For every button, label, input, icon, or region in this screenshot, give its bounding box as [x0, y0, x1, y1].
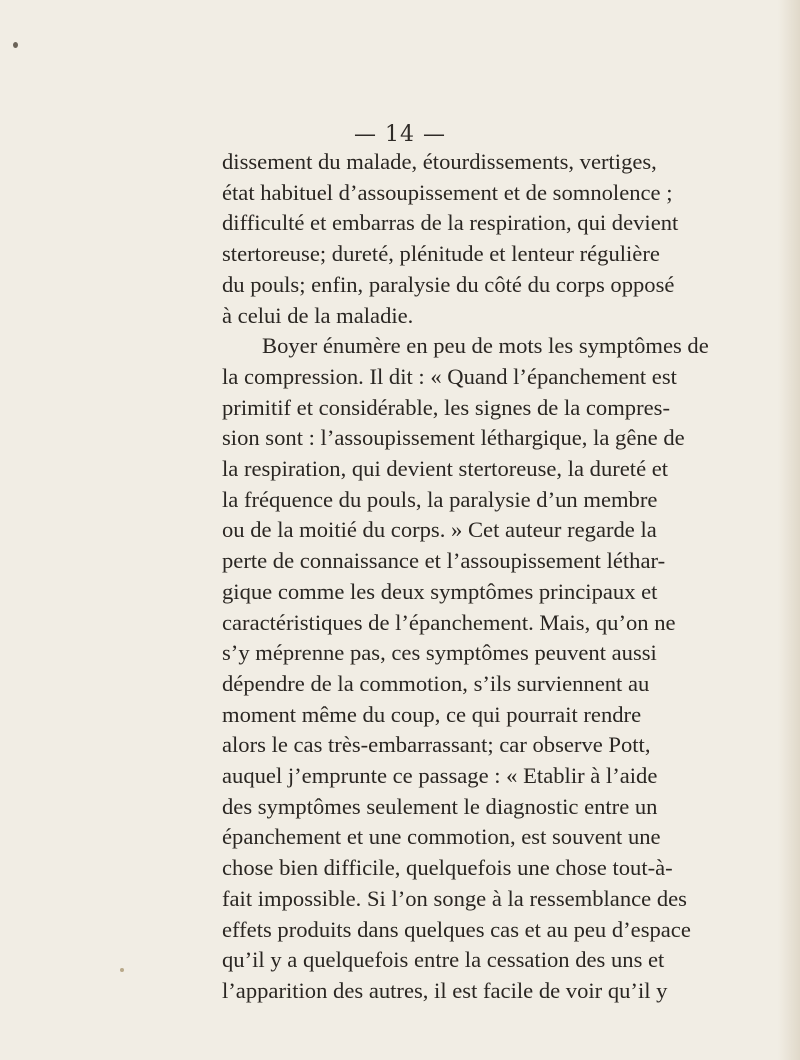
text-line: du pouls; enfin, paralysie du côté du corps opposé — [222, 271, 675, 297]
text-line: gique comme les deux symptômes principaux et — [222, 578, 658, 604]
text-line: fait impossible. Si l’on songe à la ressemblance des — [222, 885, 687, 911]
text-line: primitif et considérable, les signes de la compres- — [222, 394, 670, 420]
text-line: stertoreuse; dureté, plénitude et lenteur régulière — [222, 241, 660, 267]
text-line: la respiration, qui devient stertoreuse, la dureté et — [222, 456, 669, 482]
text-line: difficulté et embarras de la respiration, qui devient — [222, 210, 679, 236]
text-line: qu’il y a quelquefois entre la cessation des uns et — [222, 947, 665, 973]
text-line: ou de la moitié du corps. » Cet auteur regarde la — [222, 517, 657, 543]
text-line: moment même du coup, ce qui pourrait rendre — [222, 701, 642, 727]
text-line: chose bien difficile, quelquefois une chose tout-à- — [222, 855, 673, 881]
text-line: caractéristiques de l’épanchement. Mais, qu’on ne — [222, 609, 676, 635]
text-line: dépendre de la commotion, s’ils surviennent au — [222, 670, 650, 696]
page-number: — 14 — — [354, 122, 446, 147]
text-line: effets produits dans quelques cas et au peu d’espace — [222, 916, 691, 942]
paragraph-end-line: à celui de la maladie. — [222, 302, 414, 328]
text-line: la compression. Il dit : « Quand l’épanchement est — [222, 363, 677, 389]
page-edge-shadow — [778, 0, 800, 1060]
text-line: perte de connaissance et l’assoupissement léthar- — [222, 548, 666, 574]
text-line: auquel j’emprunte ce passage : « Etablir à l’aide — [222, 763, 658, 789]
text-line: sion sont : l’assoupissement léthargique, la gêne de — [222, 425, 685, 451]
paragraph-first-line: Boyer énumère en peu de mots les symptômes de — [262, 333, 709, 359]
text-line: des symptômes seulement le diagnostic entre un — [222, 793, 658, 819]
text-line: s’y méprenne pas, ces symptômes peuvent aussi — [222, 640, 657, 666]
text-line: alors le cas très-embarrassant; car observe Pott, — [222, 732, 651, 758]
text-line: dissement du malade, étourdissements, vertiges, — [222, 149, 657, 174]
ink-speck — [13, 42, 18, 48]
body-text — [222, 147, 709, 1007]
text-line: l’apparition des autres, il est facile de voir qu’il y — [222, 977, 668, 1003]
text-line: état habituel d’assoupissement et de somnolence ; — [222, 179, 673, 205]
ink-speck — [120, 968, 124, 972]
text-line: la fréquence du pouls, la paralysie d’un membre — [222, 486, 658, 512]
text-line: épanchement et une commotion, est souvent une — [222, 824, 661, 850]
